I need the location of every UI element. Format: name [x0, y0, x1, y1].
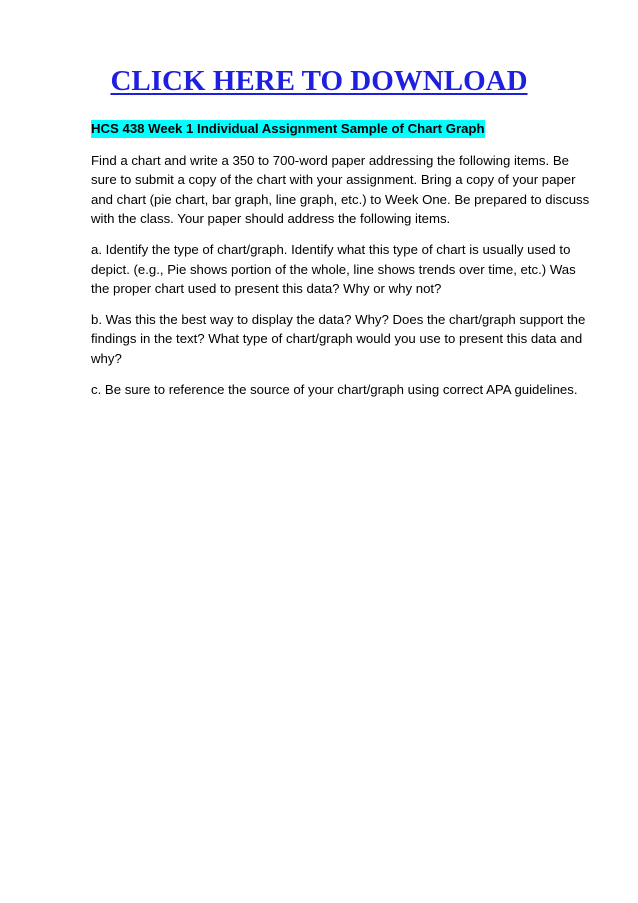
- instructions-paragraph: Find a chart and write a 350 to 700-word paper addressing the following items. Be sure to submit a copy of the chart with your assignment. Bring a copy of your paper and chart (pie chart, bar graph, line graph, etc.) to Week One. Be prepared to discuss with the class. Your paper should address the following items.: [91, 152, 590, 227]
- item-b-paragraph: b. Was this the best way to display the data? Why? Does the chart/graph support the findings in the text? What type of chart/graph would you use to present this data and why?: [91, 311, 586, 366]
- document-body: [91, 119, 591, 410]
- item-a-paragraph: a. Identify the type of chart/graph. Identify what this type of chart is usually used to depict. (e.g., Pie shows portion of the whole, line shows trends over time, etc.) Was the proper chart used to present this data? Why or why not?: [91, 241, 576, 297]
- item-c-paragraph: c. Be sure to reference the source of your chart/graph using correct APA guidelines.: [91, 381, 578, 397]
- document-title: HCS 438 Week 1 Individual Assignment Sample of Chart Graph: [91, 121, 485, 136]
- document-title-line: [91, 119, 591, 139]
- download-link[interactable]: CLICK HERE TO DOWNLOAD: [110, 65, 528, 97]
